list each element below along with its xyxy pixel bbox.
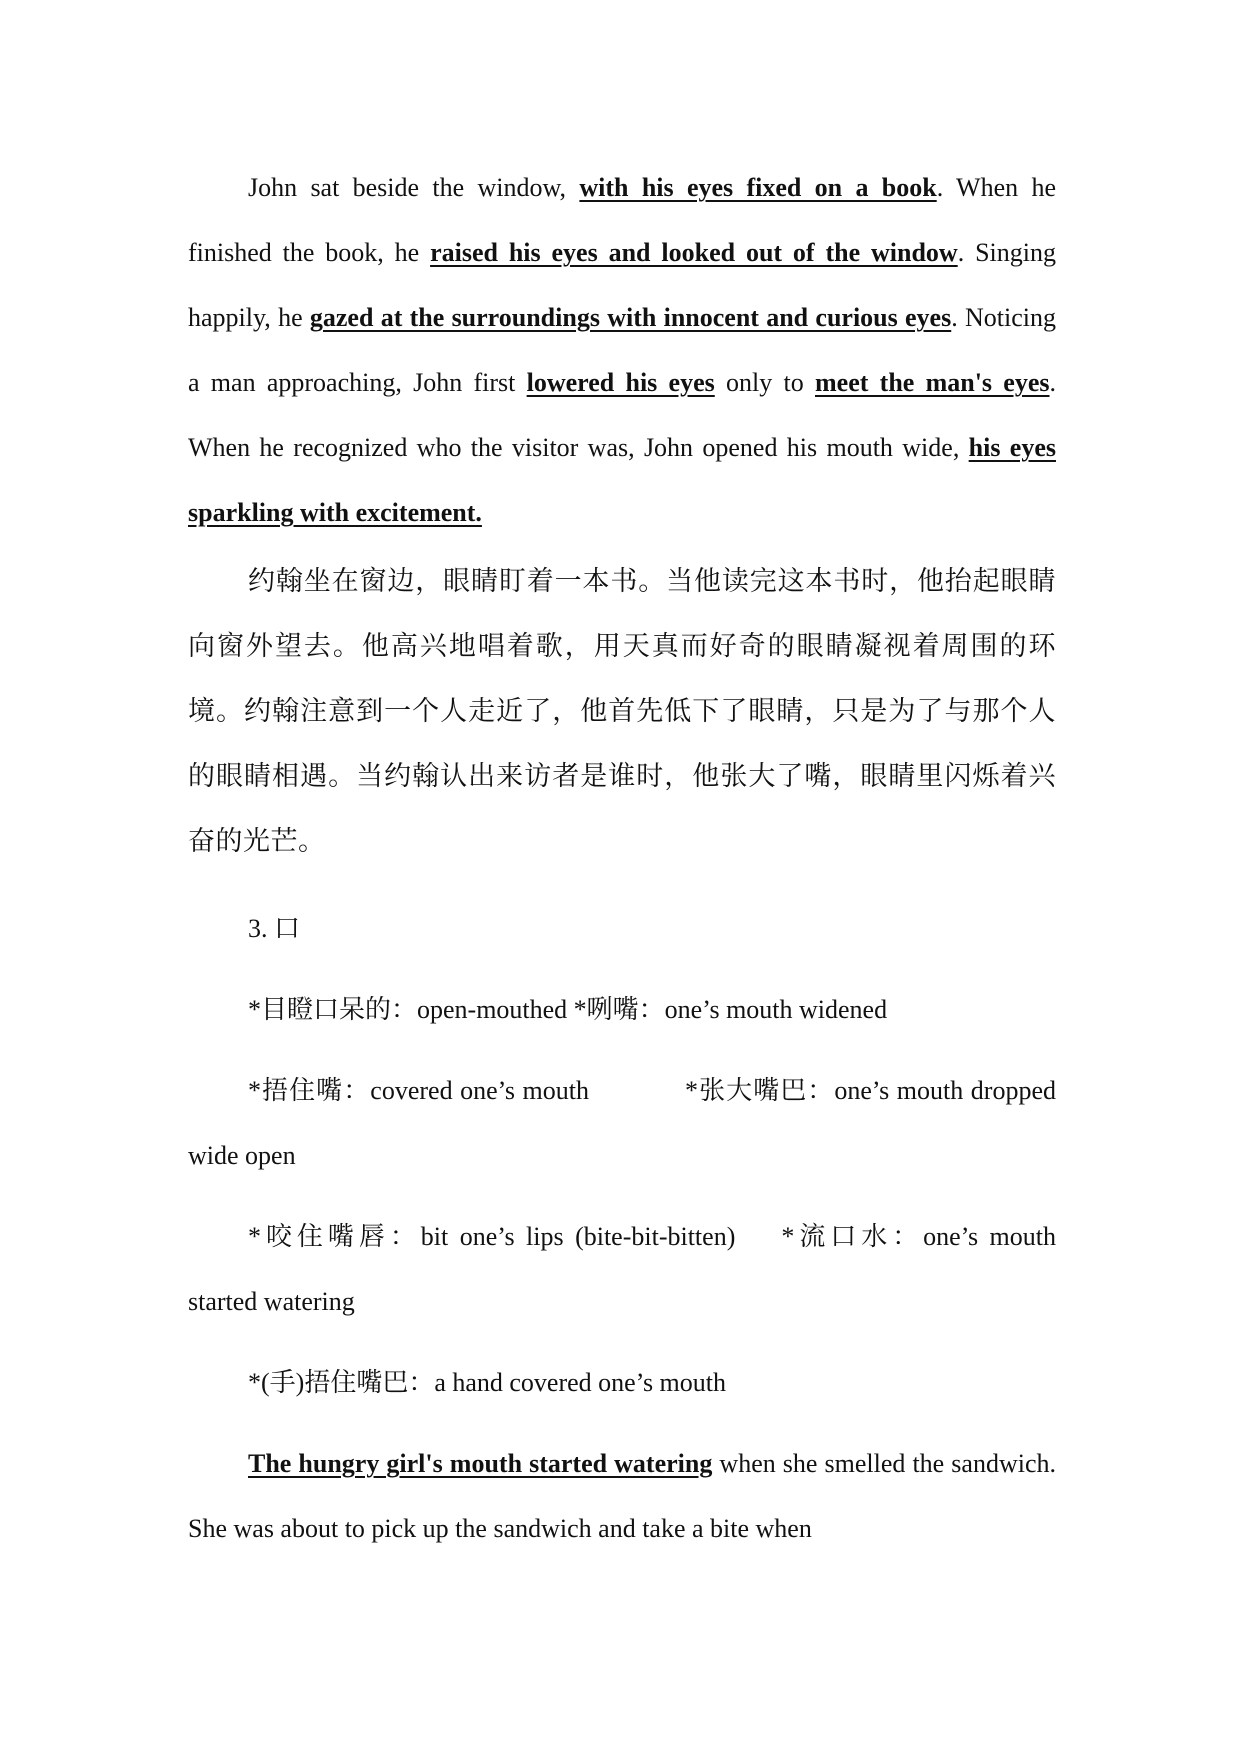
vocab-line: *(手)捂住嘴巴：a hand covered one’s mouth bbox=[248, 1368, 727, 1397]
text-run: when she smelled the sandwich. She was about to pick up the sandwich and take a bite when bbox=[188, 1449, 1056, 1543]
text-run: . When he recognized who the visitor was, John opened his mouth wide, bbox=[188, 368, 1056, 462]
english-paragraph-mouth bbox=[188, 1431, 1056, 1561]
vocab-item: *咬住嘴唇：bit one’s lips (bite-bit-bitten) bbox=[248, 1222, 736, 1251]
text-run: only to bbox=[714, 368, 815, 397]
highlighted-phrase: meet the man's eyes bbox=[815, 368, 1050, 397]
vocab-item: *捂住嘴：covered one’s mouth bbox=[248, 1076, 590, 1105]
highlighted-phrase: lowered his eyes bbox=[526, 368, 715, 397]
chinese-translation-paragraph: 约翰坐在窗边，眼睛盯着一本书。当他读完这本书时，他抬起眼睛向窗外望去。他高兴地唱着歌，用天真而好奇的眼睛凝视着周围的环境。约翰注意到一个人走近了，他首先低下了眼睛，只是为了与那个人的眼睛相遇。当约翰认出来访者是谁时，他张大了嘴，眼睛里闪烁着兴奋的光芒。 bbox=[188, 566, 1056, 856]
text-run: . When he finished the book, he bbox=[188, 173, 1056, 267]
text-run: John sat beside the window, bbox=[248, 173, 580, 202]
highlighted-phrase: raised his eyes and looked out of the window bbox=[430, 238, 958, 267]
highlighted-phrase: The hungry girl's mouth started watering bbox=[248, 1449, 713, 1478]
vocab-line bbox=[188, 1058, 1056, 1188]
text-run: . Noticing a man approaching, John first bbox=[188, 303, 1056, 397]
vocab-line bbox=[188, 1204, 1056, 1334]
highlighted-phrase: gazed at the surroundings with innocent and curious eyes bbox=[309, 303, 952, 332]
highlighted-phrase: his eyes sparkling with excitement. bbox=[188, 433, 1056, 527]
vocab-item: *流口水：one’s mouth started watering bbox=[188, 1222, 1056, 1316]
highlighted-phrase: with his eyes fixed on a book bbox=[579, 173, 937, 202]
document-page bbox=[188, 155, 1056, 1561]
english-paragraph-eyes bbox=[188, 155, 1056, 545]
vocab-line: *目瞪口呆的：open-mouthed *咧嘴：one’s mouth widened bbox=[248, 995, 888, 1024]
vocab-item: *张大嘴巴：one’s mouth dropped wide open bbox=[188, 1076, 1057, 1170]
text-run: . Singing happily, he bbox=[188, 238, 1056, 332]
section-heading: 3. 口 bbox=[248, 914, 301, 943]
